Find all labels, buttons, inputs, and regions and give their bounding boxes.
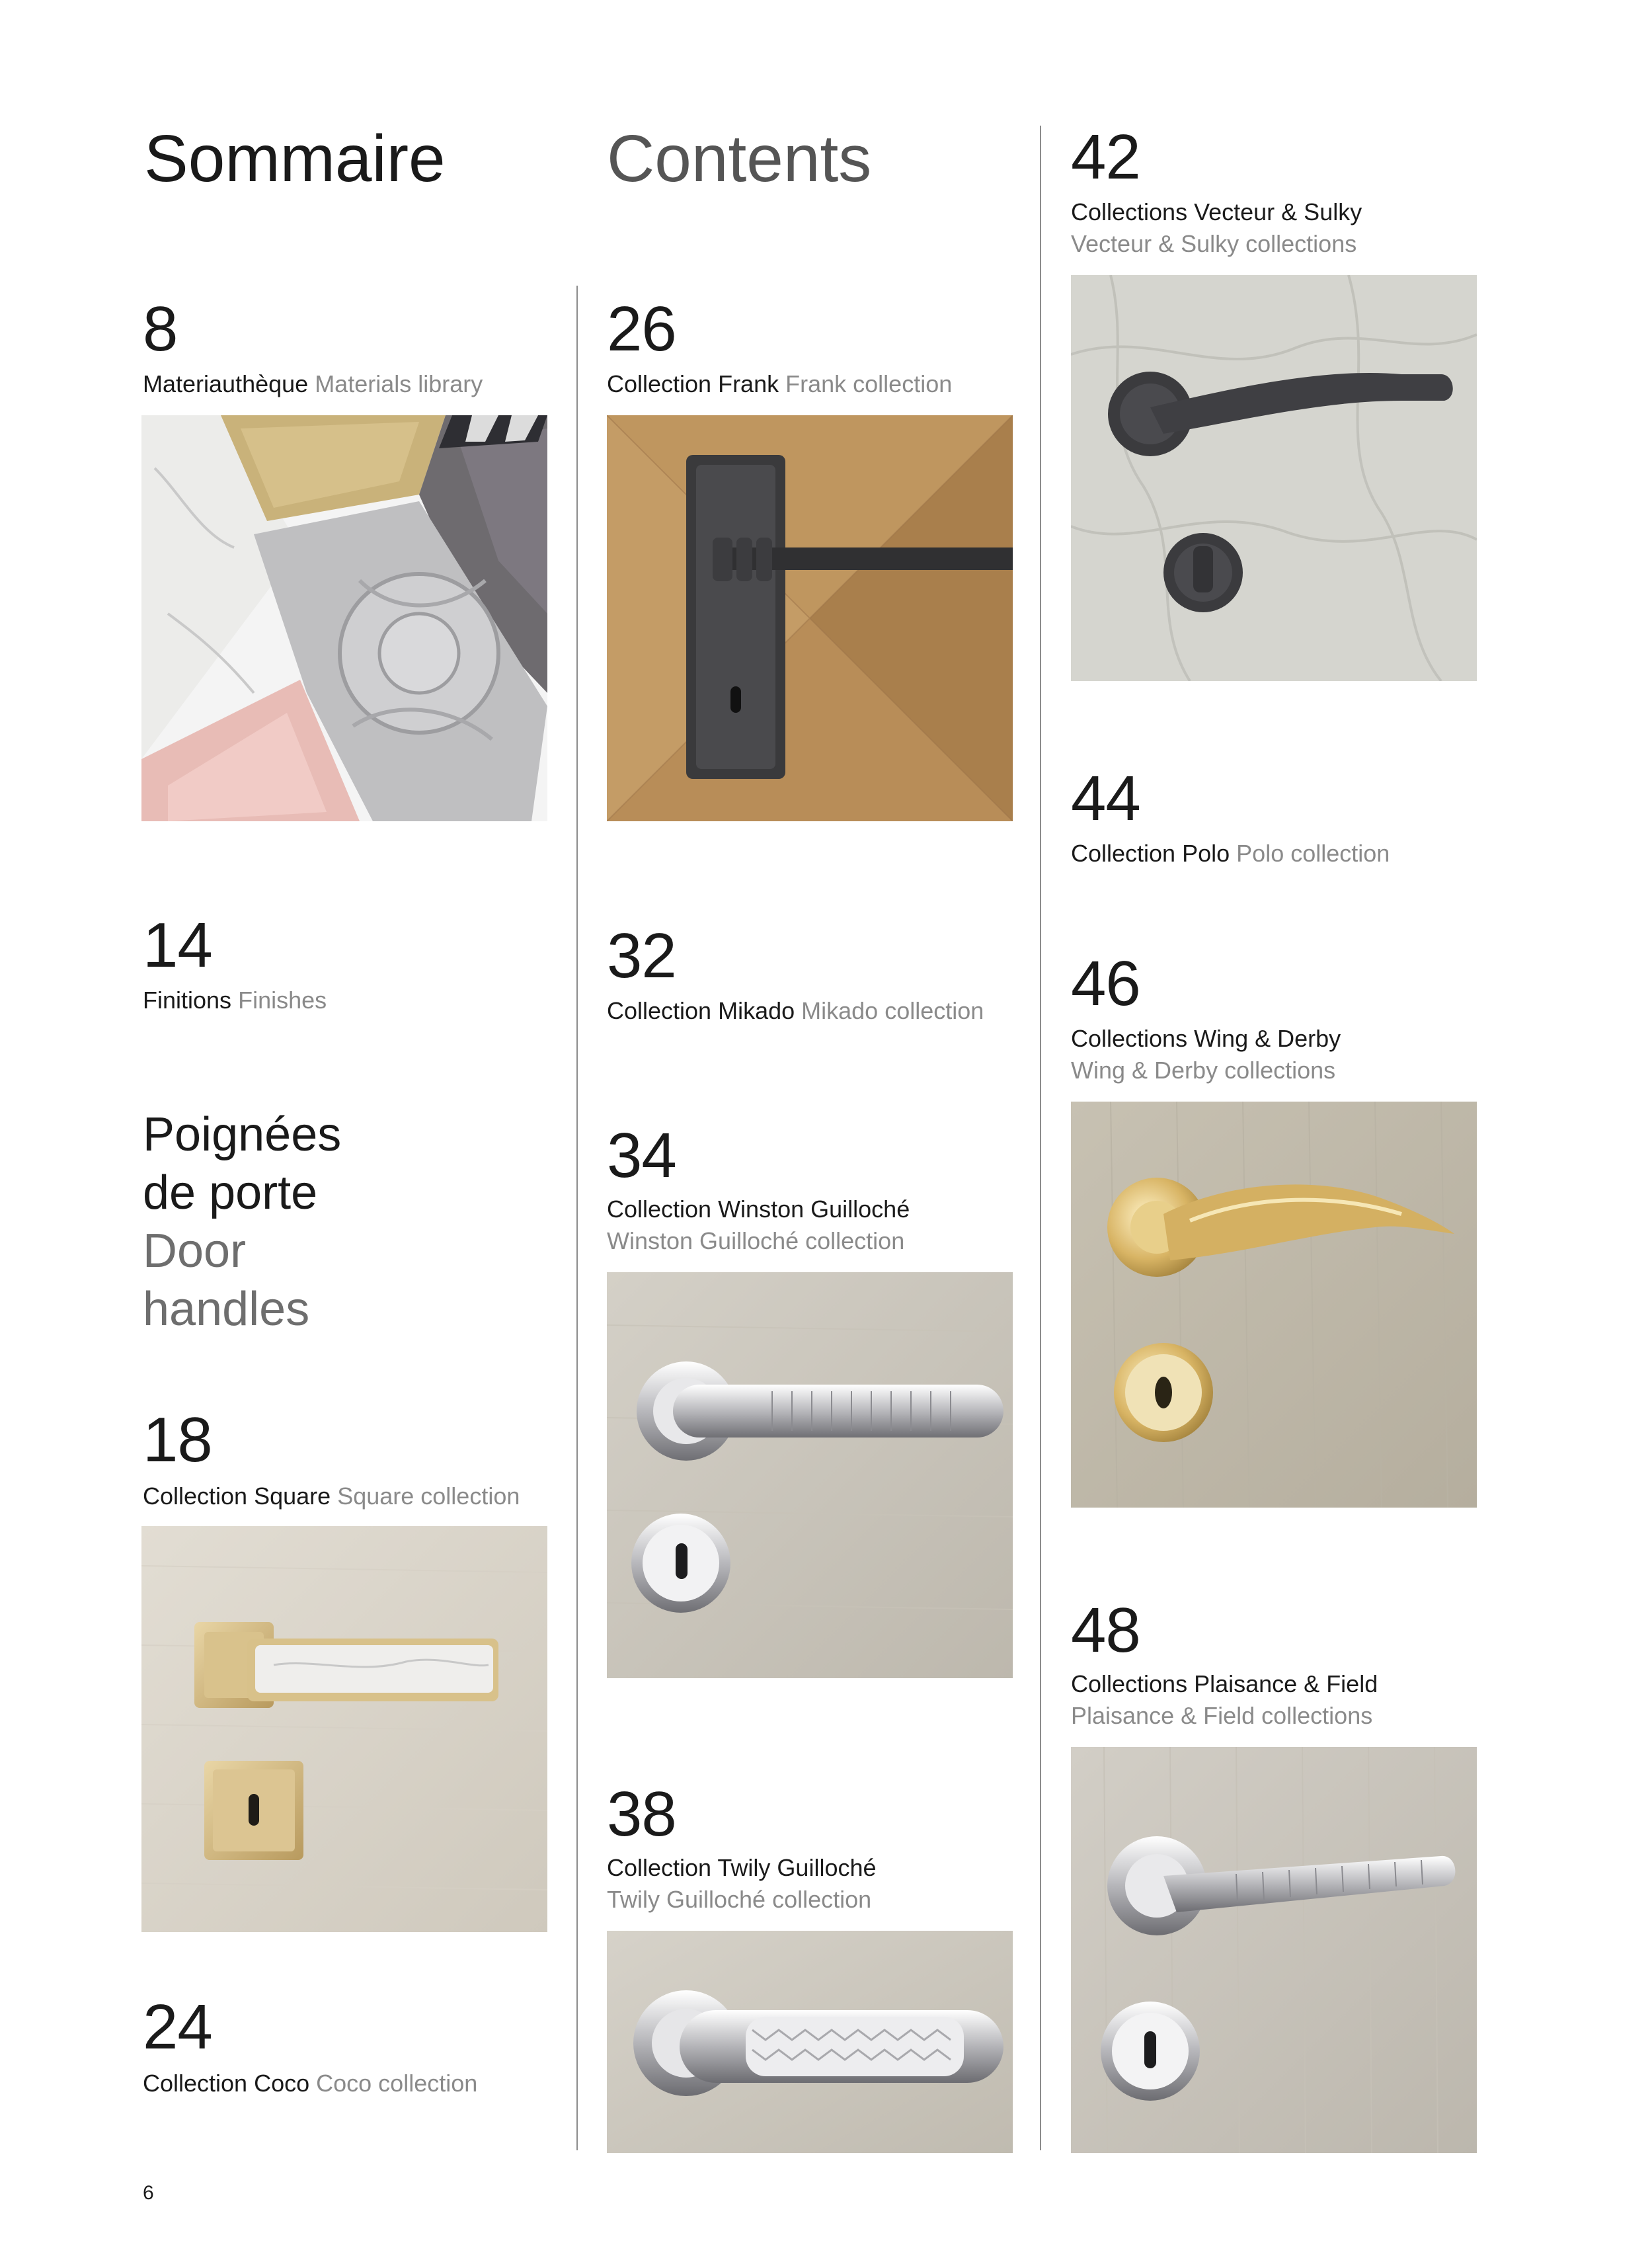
entry-title-en: Frank collection <box>785 370 953 397</box>
entry-caption-26 <box>607 368 952 400</box>
entry-subtitle-48: Plaisance & Field collections <box>1071 1702 1373 1729</box>
page-number-18: 18 <box>143 1404 212 1475</box>
column-divider-left <box>576 286 578 2150</box>
entry-title-fr: Collection Coco <box>143 2070 310 2097</box>
entry-caption-42 <box>1071 196 1362 228</box>
entry-subtitle-42: Vecteur & Sulky collections <box>1071 230 1357 257</box>
entry-title-fr: Collections Plaisance & Field <box>1071 1670 1378 1697</box>
plaisance-field-photo <box>1071 1747 1477 2153</box>
entry-title-fr: Collection Polo <box>1071 840 1230 867</box>
entry-title-en: Materials library <box>315 370 483 397</box>
section-title-en-line1: Door <box>143 1225 247 1277</box>
page-number-32: 32 <box>607 920 676 991</box>
winston-guilloche-photo <box>607 1272 1013 1678</box>
page-number-34: 34 <box>607 1120 676 1191</box>
page-number-14: 14 <box>143 910 212 981</box>
entry-caption-38 <box>607 1851 877 1884</box>
entry-subtitle-46: Wing & Derby collections <box>1071 1057 1336 1084</box>
entry-title-fr: Finitions <box>143 987 232 1014</box>
page-number-38: 38 <box>607 1779 676 1849</box>
title-english: Contents <box>607 122 872 196</box>
entry-caption-32 <box>607 994 984 1027</box>
wing-derby-photo <box>1071 1102 1477 1508</box>
entry-title-en: Finishes <box>238 987 327 1014</box>
entry-title-fr: Collection Square <box>143 1482 331 1510</box>
entry-caption-48 <box>1071 1668 1378 1700</box>
column-divider-right <box>1040 126 1041 2150</box>
section-heading-door-handles <box>143 1106 341 1338</box>
footer-page-number: 6 <box>143 2182 154 2204</box>
entry-title-fr: Collection Frank <box>607 370 779 397</box>
entry-title-fr: Collection Winston Guilloché <box>607 1195 910 1223</box>
entry-caption-18 <box>143 1480 520 1512</box>
page-number-8: 8 <box>143 294 178 364</box>
vecteur-sulky-photo <box>1071 275 1477 681</box>
entry-subtitle-34: Winston Guilloché collection <box>607 1227 905 1254</box>
twily-guilloche-photo <box>607 1931 1013 2153</box>
entry-title-fr: Collections Wing & Derby <box>1071 1025 1341 1052</box>
entry-title-fr: Collection Twily Guilloché <box>607 1854 877 1881</box>
entry-title-fr: Materiauthèque <box>143 370 309 397</box>
entry-caption-8 <box>143 368 483 400</box>
section-title-fr-line2: de porte <box>143 1166 318 1219</box>
entry-caption-46 <box>1071 1022 1341 1055</box>
materials-library-photo <box>141 415 547 821</box>
frank-collection-photo <box>607 415 1013 821</box>
entry-caption-44 <box>1071 837 1390 870</box>
entry-title-fr: Collections Vecteur & Sulky <box>1071 198 1362 225</box>
page-number-26: 26 <box>607 294 676 364</box>
page-number-44: 44 <box>1071 763 1140 834</box>
section-title-en-line2: handles <box>143 1283 310 1336</box>
square-collection-photo <box>141 1526 547 1932</box>
section-title-fr-line1: Poignées <box>143 1108 342 1161</box>
entry-title-fr: Collection Mikado <box>607 997 795 1024</box>
entry-caption-34 <box>607 1193 910 1225</box>
entry-title-en: Coco collection <box>316 2070 478 2097</box>
page-number-48: 48 <box>1071 1595 1140 1666</box>
entry-caption-14 <box>143 984 327 1016</box>
page-number-46: 46 <box>1071 948 1140 1019</box>
entry-title-en: Square collection <box>337 1482 520 1510</box>
entry-title-en: Mikado collection <box>801 997 984 1024</box>
page-number-42: 42 <box>1071 122 1140 192</box>
entry-caption-24 <box>143 2067 477 2099</box>
title-french: Sommaire <box>144 122 446 196</box>
page-number-24: 24 <box>143 1992 212 2062</box>
entry-subtitle-38: Twily Guilloché collection <box>607 1886 872 1913</box>
entry-title-en: Polo collection <box>1236 840 1390 867</box>
